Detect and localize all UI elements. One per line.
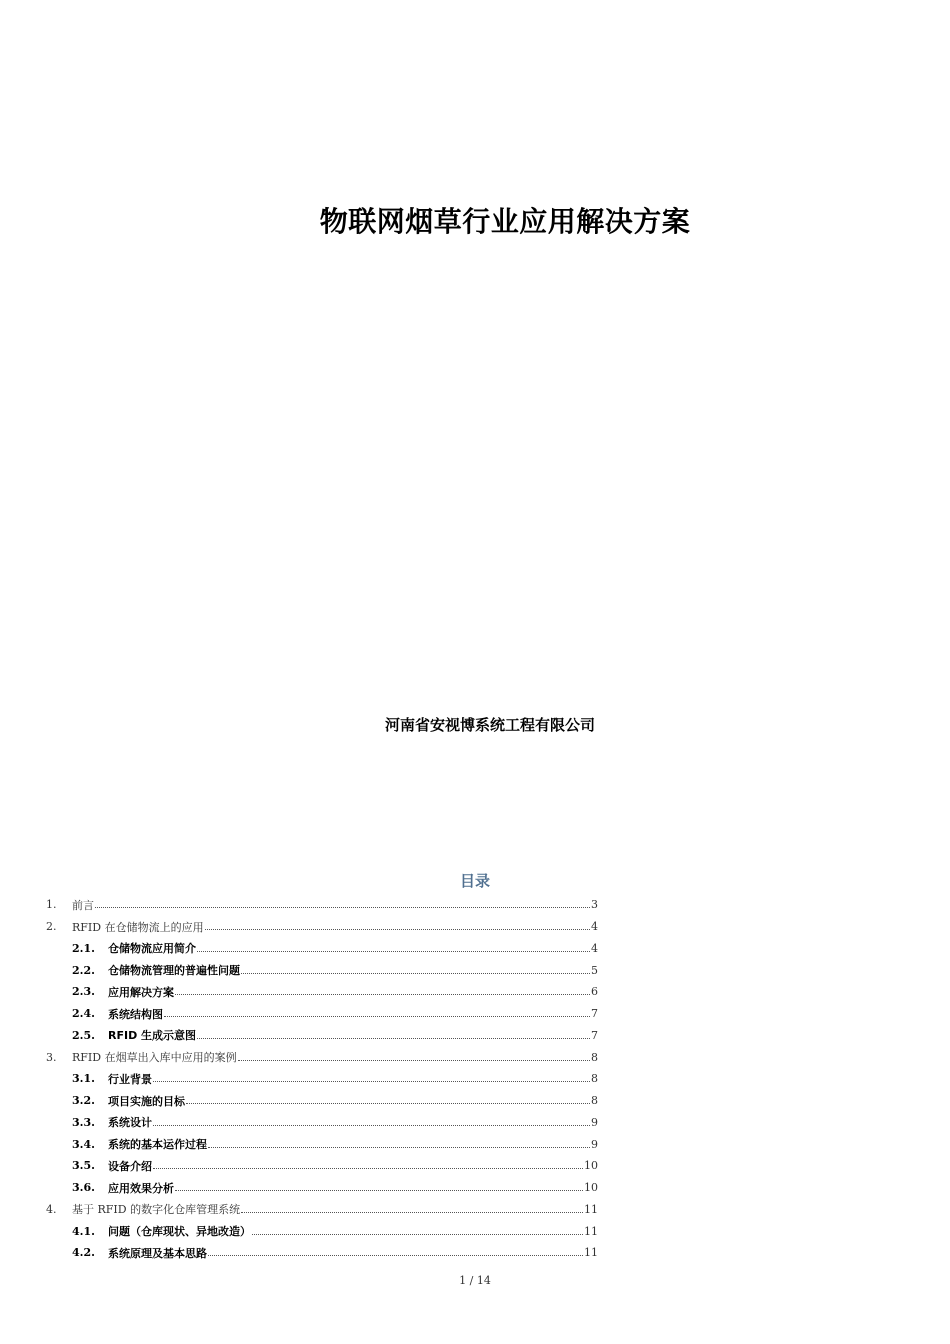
page-footer: 1 / 14 <box>459 1274 491 1287</box>
toc-leader <box>186 1103 590 1104</box>
toc-entry-label: 仓储物流应用简介 <box>108 942 196 956</box>
toc-entry-page: 10 <box>584 1159 598 1173</box>
toc-entry[interactable] <box>46 1220 598 1242</box>
toc-entry-number: 3.4. <box>72 1137 95 1151</box>
toc-entry[interactable] <box>46 981 598 1003</box>
toc-entry-label: 前言 <box>72 898 94 912</box>
toc-entry-page: 8 <box>591 1050 598 1064</box>
toc-entry-label: 应用解决方案 <box>108 985 174 999</box>
table-of-contents <box>46 894 598 1264</box>
toc-entry[interactable] <box>46 1155 598 1177</box>
toc-entry-page: 11 <box>584 1224 598 1238</box>
toc-entry-label: 仓储物流管理的普遍性问题 <box>108 964 240 978</box>
toc-leader <box>164 1016 590 1017</box>
toc-leader <box>95 907 590 908</box>
toc-entry-label: 系统结构图 <box>108 1007 163 1021</box>
toc-entry-page: 11 <box>584 1202 598 1216</box>
toc-entry-page: 8 <box>591 1072 598 1086</box>
toc-entry-page: 4 <box>591 941 598 955</box>
toc-entry[interactable] <box>46 1090 598 1112</box>
document-title: 物联网烟草行业应用解决方案 <box>319 205 691 238</box>
toc-entry-label: 基于 RFID 的数字化仓库管理系统 <box>72 1203 241 1217</box>
toc-entry[interactable] <box>46 1068 598 1090</box>
toc-entry-label: 问题（仓库现状、异地改造） <box>108 1225 251 1239</box>
toc-entry-number: 2. <box>46 920 57 934</box>
toc-entry-page: 8 <box>591 1094 598 1108</box>
toc-entry-number: 3.5. <box>72 1159 95 1173</box>
toc-entry[interactable] <box>46 1242 598 1264</box>
toc-leader <box>153 1125 590 1126</box>
toc-entry-label: 行业背景 <box>108 1072 152 1086</box>
toc-entry-label: 设备介绍 <box>108 1159 152 1173</box>
toc-entry-number: 3.3. <box>72 1115 95 1129</box>
toc-entry-label: RFID 在烟草出入库中应用的案例 <box>72 1051 237 1065</box>
toc-entry-page: 9 <box>591 1115 598 1129</box>
toc-entry-label: 系统设计 <box>108 1116 152 1130</box>
toc-entry-label: RFID 在仓储物流上的应用 <box>72 920 204 934</box>
toc-entry-number: 1. <box>46 898 57 912</box>
toc-leader <box>175 994 590 995</box>
toc-entry[interactable] <box>46 959 598 981</box>
toc-entry-label: 应用效果分析 <box>108 1181 174 1195</box>
toc-leader <box>197 951 590 952</box>
toc-entry[interactable] <box>46 938 598 960</box>
toc-entry-number: 2.5. <box>72 1028 95 1042</box>
toc-entry[interactable] <box>46 1046 598 1068</box>
toc-leader <box>175 1190 583 1191</box>
toc-entry-number: 2.1. <box>72 941 95 955</box>
toc-entry-label: 系统的基本运作过程 <box>108 1138 207 1152</box>
toc-leader <box>153 1168 583 1169</box>
toc-entry[interactable] <box>46 1025 598 1047</box>
toc-leader <box>238 1060 590 1061</box>
toc-entry-number: 3.1. <box>72 1072 95 1086</box>
company-name: 河南省安视博系统工程有限公司 <box>384 716 595 734</box>
toc-leader <box>252 1234 583 1235</box>
toc-heading: 目录 <box>459 872 490 890</box>
toc-entry-number: 3.2. <box>72 1094 95 1108</box>
toc-entry[interactable] <box>46 1199 598 1221</box>
toc-leader <box>153 1081 590 1082</box>
toc-entry-page: 3 <box>591 898 598 912</box>
toc-entry[interactable] <box>46 1112 598 1134</box>
toc-entry-page: 10 <box>584 1181 598 1195</box>
toc-entry-page: 7 <box>591 1028 598 1042</box>
toc-entry-number: 4.2. <box>72 1246 95 1260</box>
toc-entry-number: 3.6. <box>72 1181 95 1195</box>
toc-entry-page: 6 <box>591 985 598 999</box>
toc-entry[interactable] <box>46 894 598 916</box>
toc-entry-number: 2.3. <box>72 985 95 999</box>
toc-leader <box>208 1255 583 1256</box>
toc-entry-label: RFID 生成示意图 <box>108 1029 197 1043</box>
toc-leader <box>205 929 590 930</box>
toc-entry-number: 4.1. <box>72 1224 95 1238</box>
toc-entry[interactable] <box>46 1177 598 1199</box>
toc-entry-number: 2.4. <box>72 1007 95 1021</box>
toc-entry-page: 5 <box>591 963 598 977</box>
toc-entry[interactable] <box>46 1133 598 1155</box>
toc-entry[interactable] <box>46 916 598 938</box>
toc-entry-number: 2.2. <box>72 963 95 977</box>
toc-entry-page: 11 <box>584 1246 598 1260</box>
toc-entry-label: 系统原理及基本思路 <box>108 1246 207 1260</box>
toc-entry-label: 项目实施的目标 <box>108 1094 185 1108</box>
toc-entry-page: 7 <box>591 1007 598 1021</box>
toc-entry-page: 4 <box>591 920 598 934</box>
toc-entry[interactable] <box>46 1003 598 1025</box>
toc-leader <box>241 1212 583 1213</box>
toc-leader <box>208 1147 590 1148</box>
toc-entry-number: 4. <box>46 1202 57 1216</box>
toc-leader <box>241 973 590 974</box>
toc-leader <box>197 1038 590 1039</box>
toc-entry-number: 3. <box>46 1050 57 1064</box>
toc-entry-page: 9 <box>591 1137 598 1151</box>
